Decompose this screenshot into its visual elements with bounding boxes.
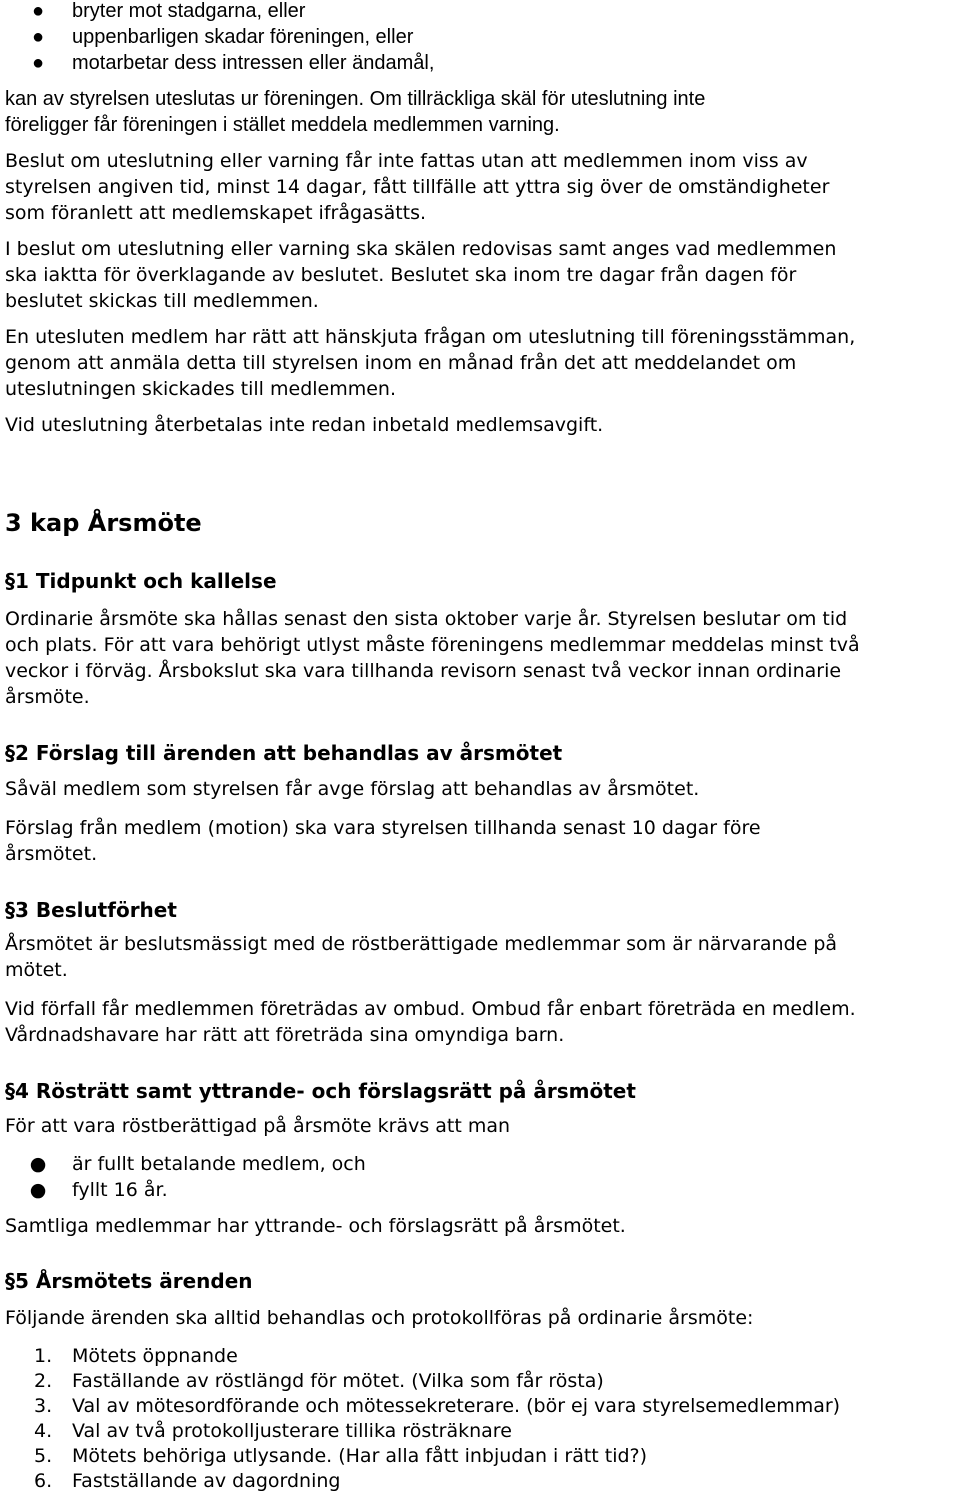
list-item <box>0 1443 955 1468</box>
section-4-heading: §4 Rösträtt samt yttrande- och förslagsrätt på årsmötet <box>5 1079 636 1103</box>
section-4-intro: För att vara röstberättigad på årsmöte krävs att man <box>5 1115 511 1137</box>
list-item <box>0 24 955 50</box>
paragraph-appeal: En utesluten medlem har rätt att hänskjuta frågan om uteslutning till föreningsstämman, genom att anmäla detta till styrelsen inom en månad från det att meddelandet om uteslutningen skickades till medlemmen. <box>5 326 856 400</box>
list-item-text: Val av mötesordförande och mötessekreterare. (bör ej vara styrelsemedlemmar) <box>72 1395 841 1417</box>
list-item-text: Faställande av röstlängd för mötet. (Vilka som får rösta) <box>72 1370 604 1392</box>
item-number: 5. <box>34 1445 53 1467</box>
list-item <box>0 0 955 24</box>
section-1-heading: §1 Tidpunkt och kallelse <box>5 569 277 593</box>
item-number: 3. <box>34 1395 53 1417</box>
list-item <box>0 1393 955 1418</box>
agenda-list <box>0 1343 955 1493</box>
paragraph-decision: Beslut om uteslutning eller varning får inte fattas utan att medlemmen inom viss av styrelsen angiven tid, minst 14 dagar, fått tillfälle att yttra sig över de omständigheter som föranlett att medlemskapet ifrågasätts. <box>5 150 830 224</box>
bullet-icon: ● <box>31 0 45 22</box>
list-item <box>0 1418 955 1443</box>
section-2-text-1: Såväl medlem som styrelsen får avge förslag att behandlas av årsmötet. <box>5 778 700 800</box>
section-5-heading: §5 Årsmötets ärenden <box>5 1269 253 1293</box>
section-3-heading: §3 Beslutförhet <box>5 898 177 922</box>
list-item <box>0 1177 955 1203</box>
exclusion-grounds-list <box>0 0 955 76</box>
section-3-text-1: Årsmötet är beslutsmässigt med de röstberättigade medlemmar som är närvarande på mötet. <box>5 933 838 981</box>
paragraph-refund: Vid uteslutning återbetalas inte redan inbetald medlemsavgift. <box>5 414 604 436</box>
section-5-intro: Följande ärenden ska alltid behandlas och protokollföras på ordinarie årsmöte: <box>5 1307 754 1329</box>
list-item <box>0 1368 955 1393</box>
section-4-outro: Samtliga medlemmar har yttrande- och förslagsrätt på årsmötet. <box>5 1215 626 1237</box>
list-item-text: motarbetar dess intressen eller ändamål, <box>72 52 435 74</box>
list-item <box>0 50 955 76</box>
bullet-icon: ● <box>31 26 45 48</box>
list-item-text: Mötets behöriga utlysande. (Har alla fått inbjudan i rätt tid?) <box>72 1445 648 1467</box>
list-item-text: Val av två protokolljusterare tillika rösträknare <box>72 1420 512 1442</box>
section-2-heading: §2 Förslag till ärenden att behandlas av årsmötet <box>5 741 563 765</box>
item-number: 2. <box>34 1370 53 1392</box>
section-1-text: Ordinarie årsmöte ska hållas senast den sista oktober varje år. Styrelsen beslutar om tid och plats. För att vara behörigt utlyst måste föreningens medlemmar meddelas minst två veckor i förväg. Årsbokslut ska vara tillhanda revisorn senast två veckor innan ordinarie årsmöte. <box>5 608 860 708</box>
list-item-text: är fullt betalande medlem, och <box>72 1153 366 1175</box>
section-2-text-2: Förslag från medlem (motion) ska vara styrelsen tillhanda senast 10 dagar före årsmötet. <box>5 817 761 865</box>
chapter-heading: 3 kap Årsmöte <box>5 509 202 537</box>
item-number: 1. <box>34 1345 53 1367</box>
item-number: 4. <box>34 1420 53 1442</box>
list-item <box>0 1468 955 1493</box>
list-item <box>0 1151 955 1177</box>
list-item-text: bryter mot stadgarna, eller <box>72 0 306 22</box>
voting-requirements-list <box>0 1151 955 1203</box>
list-item-text: Fastställande av dagordning <box>72 1470 341 1492</box>
list-item-text: uppenbarligen skadar föreningen, eller <box>72 26 414 48</box>
bullet-icon: ● <box>29 1153 47 1175</box>
bullet-icon: ● <box>29 1179 47 1201</box>
paragraph-exclusion: kan av styrelsen uteslutas ur föreningen. Om tillräckliga skäl för uteslutning inte föreligger får föreningen i stället meddela medlemmen varning. <box>5 88 706 136</box>
list-item <box>0 1343 955 1368</box>
bullet-icon: ● <box>31 52 45 74</box>
section-3-text-2: Vid förfall får medlemmen företrädas av ombud. Ombud får enbart företräda en medlem. Vårdnadshavare har rätt att företräda sina omyndiga barn. <box>5 998 856 1046</box>
list-item-text: Mötets öppnande <box>72 1345 238 1367</box>
list-item-text: fyllt 16 år. <box>72 1179 168 1201</box>
paragraph-reasons: I beslut om uteslutning eller varning ska skälen redovisas samt anges vad medlemmen ska iaktta för överklagande av beslutet. Beslutet ska inom tre dagar från dagen för beslutet skickas till medlemmen. <box>5 238 837 312</box>
item-number: 6. <box>34 1470 53 1492</box>
